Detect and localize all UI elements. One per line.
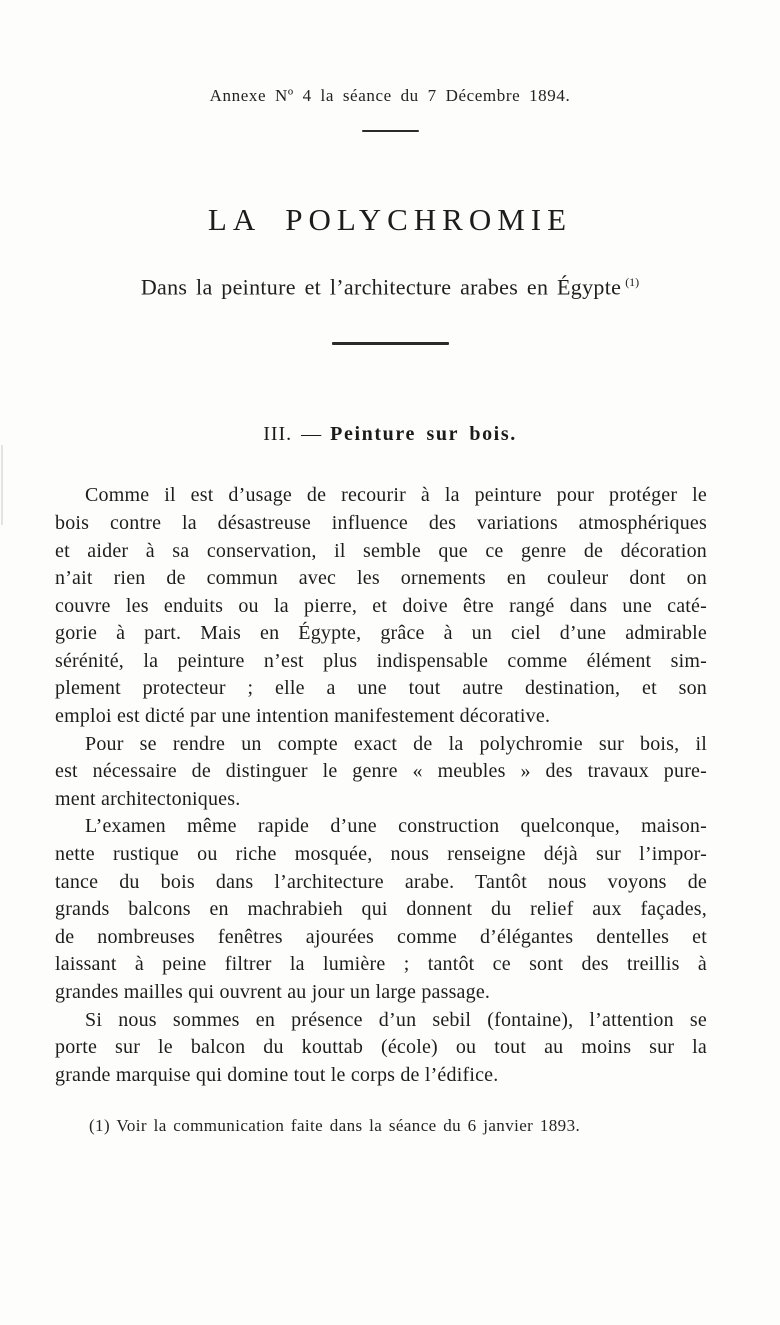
subtitle-text: Dans la peinture et l’architecture arabes en Égypte [140,274,622,300]
paragraph-1 [55,482,707,730]
text-line: laissant à peine filtrer la lumière ; tantôt ce sont des treillis à [55,953,707,976]
text-line: grande marquise qui domine tout le corps de l’édifice. [55,1063,499,1086]
text-line: grands balcons en machrabieh qui donnent du relief aux façades, [55,898,707,921]
text-line: ment architectoniques. [55,787,241,810]
title-divider-rule [332,342,449,345]
text-line: couvre les enduits ou la pierre, et doive être rangé dans une caté- [55,594,707,617]
section-title: Peinture sur bois. [330,423,517,446]
body-text [55,482,707,1089]
footnote-reference-mark: (1) [625,275,640,289]
text-line: gorie à part. Mais en Égypte, grâce à un ciel d’une admirable [55,622,707,645]
text-line: n’ait rien de commun avec les ornements en couleur dont on [55,567,707,590]
text-line: et aider à sa conservation, il semble que ce genre de décoration [55,539,707,562]
text-line: est nécessaire de distinguer le genre « meubles » des travaux pure- [55,760,707,783]
text-line: porte sur le balcon du kouttab (école) ou tout au moins sur la [55,1036,707,1059]
paragraph-3 [55,813,707,1006]
text-line: tance du bois dans l’architecture arabe. Tantôt nous voyons de [55,870,707,893]
text-line: nette rustique ou riche mosquée, nous renseigne déjà sur l’impor- [55,843,707,866]
text-line: plement protecteur ; elle a une tout autre destination, et son [55,677,707,700]
section-dash: — [301,423,322,446]
paragraph-2 [55,731,707,814]
text-line: Si nous sommes en présence d’un sebil (fontaine), l’attention se [85,1008,707,1031]
section-numeral: III. [263,423,293,446]
text-line: bois contre la désastreuse influence des variations atmosphériques [55,511,707,534]
text-line: emploi est dicté par une intention manifestement décorative. [55,705,551,728]
text-line: grandes mailles qui ouvrent au jour un large passage. [55,981,491,1004]
document-title: LA POLYCHROMIE [207,202,573,237]
text-line: de nombreuses fenêtres ajourées comme d’élégantes dentelles et [55,925,707,948]
footnote: (1) Voir la communication faite dans la séance du 6 janvier 1893. [89,1116,581,1136]
text-line: Pour se rendre un compte exact de la polychromie sur bois, il [85,732,707,755]
scan-edge-artifact [1,445,3,525]
document-subtitle [0,269,780,300]
text-line: L’examen même rapide d’une construction quelconque, maison- [85,815,707,838]
text-line: sérénité, la peinture n’est plus indispensable comme élément sim- [55,649,707,672]
text-line: Comme il est d’usage de recourir à la peinture pour protéger le [85,484,707,507]
paragraph-4 [55,1007,707,1090]
section-heading [0,422,780,447]
annex-note: Annexe Nº 4 la séance du 7 Décembre 1894. [209,86,571,105]
top-divider-rule [362,130,419,132]
